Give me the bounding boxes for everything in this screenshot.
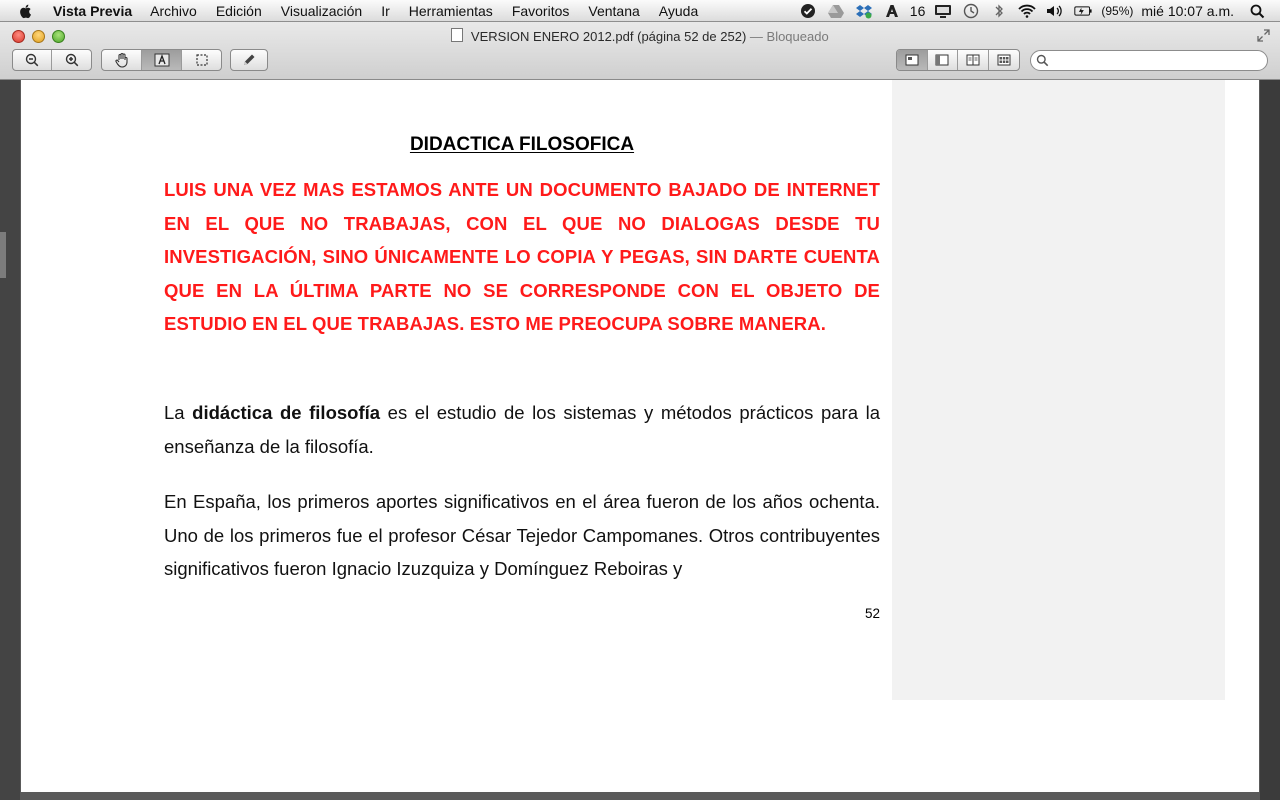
menu-ir[interactable]: Ir [381, 2, 390, 19]
right-edge [1260, 80, 1280, 800]
move-tool-button[interactable] [102, 50, 142, 70]
adobe-icon[interactable] [883, 3, 901, 19]
menu-ventana[interactable]: Ventana [588, 2, 640, 19]
search-icon [1036, 54, 1049, 67]
battery-percent: (95%) [1101, 4, 1134, 18]
menu-favoritos[interactable]: Favoritos [511, 2, 570, 19]
preview-window [0, 22, 1280, 800]
pdf-page[interactable] [21, 80, 1259, 792]
document-view[interactable] [0, 80, 1280, 800]
pdf-document-icon[interactable] [451, 28, 463, 42]
hand-icon [114, 52, 130, 68]
status-area [794, 0, 1280, 22]
title-bar [0, 22, 1280, 80]
apple-icon[interactable] [17, 2, 35, 20]
search-field[interactable] [1030, 50, 1268, 71]
page-number: 52 [864, 606, 880, 621]
zoom-controls [12, 49, 92, 71]
sidebar-icon [935, 54, 949, 66]
paragraph-rest: es el estudio de los sistemas y métodos prácticos para la enseñanza de la filosofía. [164, 402, 880, 457]
menu-herramientas[interactable]: Herramientas [408, 2, 493, 19]
page-info: (página 52 de 252) [637, 29, 747, 44]
single-page-view-button[interactable] [897, 50, 928, 70]
red-annotation-text: LUIS UNA VEZ MAS ESTAMOS ANTE UN DOCUMENTO BAJADO DE INTERNET EN EL QUE NO TRABAJAS, CON EL QUE NO DIALOGAS DESDE TU INVESTIGACIÓN, SINO ÚNICAMENTE LO COPIA Y PEGAS, SIN DARTE CUENTA QUE EN LA ÚLTIMA PARTE NO SE CORRESPONDE CON EL OBJETO DE ESTUDIO EN EL QUE TRABAJAS. ESTO ME PREOCUPA SOBRE MANERA. [164, 179, 880, 335]
pencil-icon [242, 53, 256, 67]
bold-term: didáctica de filosofía [192, 402, 381, 423]
zoom-in-button[interactable] [52, 50, 91, 70]
select-tool-button[interactable] [182, 50, 221, 70]
zoom-out-button[interactable] [13, 50, 52, 70]
menu-archivo[interactable]: Archivo [150, 2, 197, 19]
zoom-in-icon [65, 53, 79, 67]
annotate-control [230, 49, 268, 71]
tool-controls [101, 49, 222, 71]
volume-icon[interactable] [1046, 3, 1064, 19]
search-input[interactable] [1053, 53, 1257, 69]
locked-label: — Bloqueado [749, 29, 829, 44]
sidebar-view-button[interactable] [928, 50, 959, 70]
document-filename: VERSION ENERO 2012.pdf [470, 29, 634, 44]
contact-sheet-icon [997, 54, 1011, 66]
display-icon[interactable] [934, 3, 952, 19]
menu-edicion[interactable]: Edición [215, 2, 262, 19]
dropbox-icon[interactable] [855, 3, 873, 19]
contact-sheet-view-button[interactable] [989, 50, 1019, 70]
app-menu[interactable]: Vista Previa [53, 2, 133, 19]
text-tool-button[interactable] [142, 50, 182, 70]
check-shield-icon[interactable] [799, 3, 817, 19]
paragraph-history: En España, los primeros aportes significativos en el área fueron de los años ochenta. Uno de los primeros fue el profesor César Tejedor Campomanes. Otros contribuyentes significativos fueron Ignacio Izuzquiza y Domínguez Reboiras y [164, 491, 880, 579]
adobe-count: 16 [909, 3, 926, 19]
spotlight-icon[interactable] [1248, 3, 1266, 19]
left-edge [0, 80, 20, 800]
wifi-icon[interactable] [1018, 3, 1036, 19]
view-controls [896, 49, 1020, 71]
battery-icon[interactable] [1074, 3, 1092, 19]
menu-ayuda[interactable]: Ayuda [658, 2, 699, 19]
clock[interactable]: mié 10:07 a.m. [1141, 3, 1234, 19]
paragraph-definition [164, 396, 880, 463]
bluetooth-icon[interactable] [990, 3, 1008, 19]
drive-icon[interactable] [827, 3, 845, 19]
text-select-icon [154, 53, 170, 67]
time-machine-icon[interactable] [962, 3, 980, 19]
paragraph-prefix: La [164, 402, 193, 423]
two-page-icon [966, 54, 980, 66]
zoom-out-icon [25, 53, 39, 67]
page-margin-panel [892, 80, 1225, 700]
rect-select-icon [195, 53, 209, 67]
annotate-button[interactable] [231, 50, 267, 70]
window-title [0, 28, 1280, 44]
menu-bar [0, 0, 1280, 22]
two-page-view-button[interactable] [958, 50, 989, 70]
single-page-icon [905, 54, 919, 66]
document-heading: DIDACTICA FILOSOFICA [409, 134, 635, 155]
fullscreen-icon[interactable] [1257, 29, 1270, 42]
menu-visualizacion[interactable]: Visualización [280, 2, 363, 19]
